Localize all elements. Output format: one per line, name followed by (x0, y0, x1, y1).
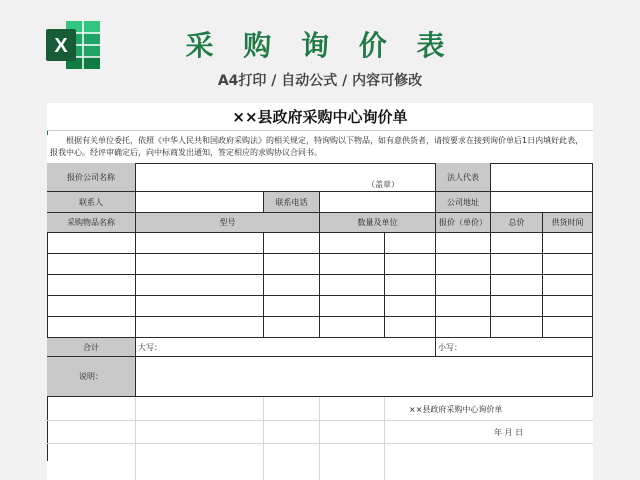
intro-paragraph[interactable] (50, 135, 590, 159)
model-cell[interactable] (136, 317, 264, 338)
delivery-cell[interactable] (543, 296, 593, 317)
footer-date[interactable]: 年 月 日 (494, 428, 524, 437)
model-sub-cell[interactable] (264, 275, 320, 296)
item-cell[interactable] (47, 275, 136, 296)
item-cell[interactable] (47, 254, 136, 275)
col-header-unit-price: 报价（单价） (436, 213, 491, 233)
qty-cell[interactable] (320, 296, 385, 317)
model-cell[interactable] (136, 233, 264, 254)
note-label: 说明： (47, 357, 136, 397)
unit-price-cell[interactable] (436, 233, 491, 254)
model-cell[interactable] (136, 254, 264, 275)
item-cell[interactable] (47, 317, 136, 338)
unit-cell[interactable] (385, 275, 436, 296)
company-name-field[interactable] (136, 163, 436, 192)
grid-line (47, 420, 593, 421)
item-cell[interactable] (47, 233, 136, 254)
total-price-cell[interactable] (491, 254, 543, 275)
sum-lower-field[interactable] (436, 338, 593, 357)
contact-field[interactable] (136, 192, 264, 213)
legal-rep-label: 法人代表 (436, 163, 491, 192)
contact-label: 联系人 (47, 192, 136, 213)
model-sub-cell[interactable] (264, 254, 320, 275)
delivery-cell[interactable] (543, 317, 593, 338)
unit-cell[interactable] (385, 317, 436, 338)
svg-text:X: X (54, 35, 68, 57)
unit-price-cell[interactable] (436, 275, 491, 296)
address-label: 公司地址 (436, 192, 491, 213)
delivery-cell[interactable] (543, 254, 593, 275)
model-cell[interactable] (136, 275, 264, 296)
page-title: 采 购 询 价 表 (185, 29, 455, 62)
qty-cell[interactable] (320, 233, 385, 254)
total-price-cell[interactable] (491, 317, 543, 338)
header-banner (0, 0, 640, 100)
unit-cell[interactable] (385, 233, 436, 254)
seal-note: （盖章） (367, 180, 399, 189)
unit-cell[interactable] (385, 296, 436, 317)
delivery-cell[interactable] (543, 233, 593, 254)
grid-line (384, 397, 385, 480)
model-sub-cell[interactable] (264, 317, 320, 338)
qty-cell[interactable] (320, 275, 385, 296)
page-subtitle: A4打印 / 自动公式 / 内容可修改 (217, 73, 423, 89)
grid-line (47, 443, 593, 444)
phone-field[interactable] (320, 192, 436, 213)
col-header-qty-unit: 数量及单位 (320, 213, 436, 233)
unit-price-cell[interactable] (436, 254, 491, 275)
col-header-item-name: 采购物品名称 (47, 213, 136, 233)
total-price-cell[interactable] (491, 296, 543, 317)
grid-line (319, 397, 320, 480)
spreadsheet-page (47, 103, 593, 480)
qty-cell[interactable] (320, 254, 385, 275)
quote-form-table (47, 163, 593, 480)
col-header-delivery-time: 供货时间 (543, 213, 593, 233)
phone-label: 联系电话 (264, 192, 320, 213)
item-cell[interactable] (47, 296, 136, 317)
sum-lower-label: 小写： (438, 342, 462, 352)
address-field[interactable] (491, 192, 593, 213)
intro-text: 根据有关单位委托，依照《中华人民共和国政府采购法》的相关规定，特询购以下物品，如有意供货者，请按要求在接到询价单后1日内填好此表，报我中心。经评审确定后，向中标商发出通知，签定相应的求购协议合同书。 (50, 136, 584, 157)
total-price-cell[interactable] (491, 275, 543, 296)
total-price-cell[interactable] (491, 233, 543, 254)
model-cell[interactable] (136, 296, 264, 317)
grid-line (263, 397, 264, 480)
qty-cell[interactable] (320, 317, 385, 338)
unit-price-cell[interactable] (436, 317, 491, 338)
note-field[interactable] (136, 357, 593, 397)
col-header-total-price: 总价 (491, 213, 543, 233)
legal-rep-field[interactable] (491, 163, 593, 192)
selection-marker (47, 131, 48, 135)
grid-line (135, 397, 136, 480)
company-name-label: 报价公司名称 (47, 163, 136, 192)
document-title[interactable]: ××县政府采购中心询价单 (47, 103, 593, 131)
model-sub-cell[interactable] (264, 296, 320, 317)
model-sub-cell[interactable] (264, 233, 320, 254)
sum-upper-field[interactable] (136, 338, 436, 357)
sum-upper-label: 大写： (138, 342, 162, 352)
unit-price-cell[interactable] (436, 296, 491, 317)
delivery-cell[interactable] (543, 275, 593, 296)
footer-org[interactable]: ××县政府采购中心询价单 (409, 405, 503, 414)
sum-label: 合计 (47, 338, 136, 357)
col-header-model: 型号 (136, 213, 320, 233)
unit-cell[interactable] (385, 254, 436, 275)
